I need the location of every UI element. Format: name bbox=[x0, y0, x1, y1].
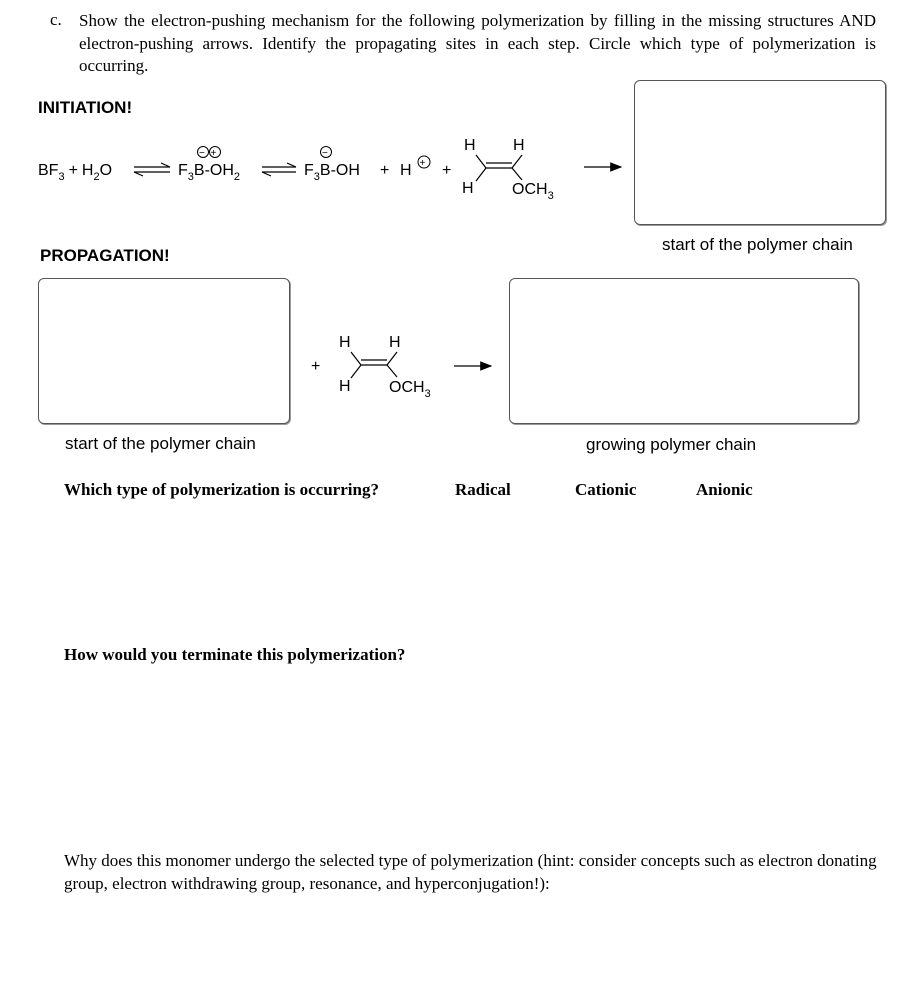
svg-text:+: + bbox=[210, 148, 217, 159]
question-text: Show the electron-pushing mechanism for the following polymerization by filling in the missing structures AND electron-pushing arrows. Identify the propagating sites in each step. Circle which type of polymerization is occurring. bbox=[79, 11, 876, 75]
question-label: c. bbox=[50, 10, 62, 29]
svg-text:H: H bbox=[462, 180, 474, 197]
initiation-heading: INITIATION! bbox=[38, 98, 133, 117]
initiation-product-caption: start of the polymer chain bbox=[662, 235, 853, 254]
initiation-reaction-scheme bbox=[0, 120, 640, 220]
svg-text:H: H bbox=[389, 334, 401, 351]
svg-text:−: − bbox=[199, 148, 205, 159]
polymerization-type-question: Which type of polymerization is occurring? bbox=[64, 480, 379, 499]
plus-sign: + bbox=[311, 358, 321, 375]
svg-text:F3B-OH: $F_3B-OH$ bbox=[304, 162, 360, 183]
propagation-left-caption: start of the polymer chain bbox=[65, 434, 256, 453]
svg-text:H: H bbox=[513, 137, 525, 154]
svg-text:F3B-OH2: $F_3B-OH_2$ bbox=[178, 162, 241, 183]
plus-sign: + bbox=[442, 162, 452, 179]
svg-text:−: − bbox=[322, 148, 328, 159]
monomer-structure bbox=[462, 137, 554, 202]
svg-text:OCH3: $OCH_3$ bbox=[512, 181, 554, 202]
option-radical[interactable]: Radical bbox=[455, 480, 511, 499]
propagation-heading: PROPAGATION! bbox=[40, 246, 170, 265]
option-anionic[interactable]: Anionic bbox=[696, 480, 753, 499]
monomer-structure bbox=[339, 334, 431, 400]
initiation-product-box[interactable] bbox=[634, 80, 886, 225]
svg-text:H: H bbox=[339, 334, 351, 351]
svg-text:OCH3: $OCH_3$ bbox=[389, 379, 431, 400]
propagation-product-box[interactable] bbox=[509, 278, 859, 424]
propagation-monomer-scheme bbox=[300, 325, 500, 405]
propagation-right-caption: growing polymer chain bbox=[586, 435, 757, 454]
f3b-oh-anion bbox=[304, 147, 360, 184]
option-cationic[interactable]: Cationic bbox=[575, 480, 637, 499]
equilibrium-arrow-1 bbox=[134, 163, 170, 176]
plus-sign: + bbox=[380, 162, 390, 179]
equilibrium-arrow-2 bbox=[262, 163, 296, 176]
propagation-reactant-box[interactable] bbox=[38, 278, 290, 424]
svg-text:H: H bbox=[464, 137, 476, 154]
termination-question: How would you terminate this polymerization? bbox=[64, 645, 406, 664]
bf3-text: $BF_3 + H_2O$ bbox=[38, 162, 113, 183]
svg-text:+: + bbox=[419, 158, 426, 169]
svg-text:H: H bbox=[339, 378, 351, 395]
why-question: Why does this monomer undergo the selected type of polymerization (hint: consider concepts such as electron donating group, electron withdrawing group, resonance, and hyperconjugation!): bbox=[64, 851, 877, 893]
svg-text:H: H bbox=[400, 162, 412, 179]
f3b-oh2-complex bbox=[178, 147, 240, 184]
proton bbox=[400, 156, 430, 179]
